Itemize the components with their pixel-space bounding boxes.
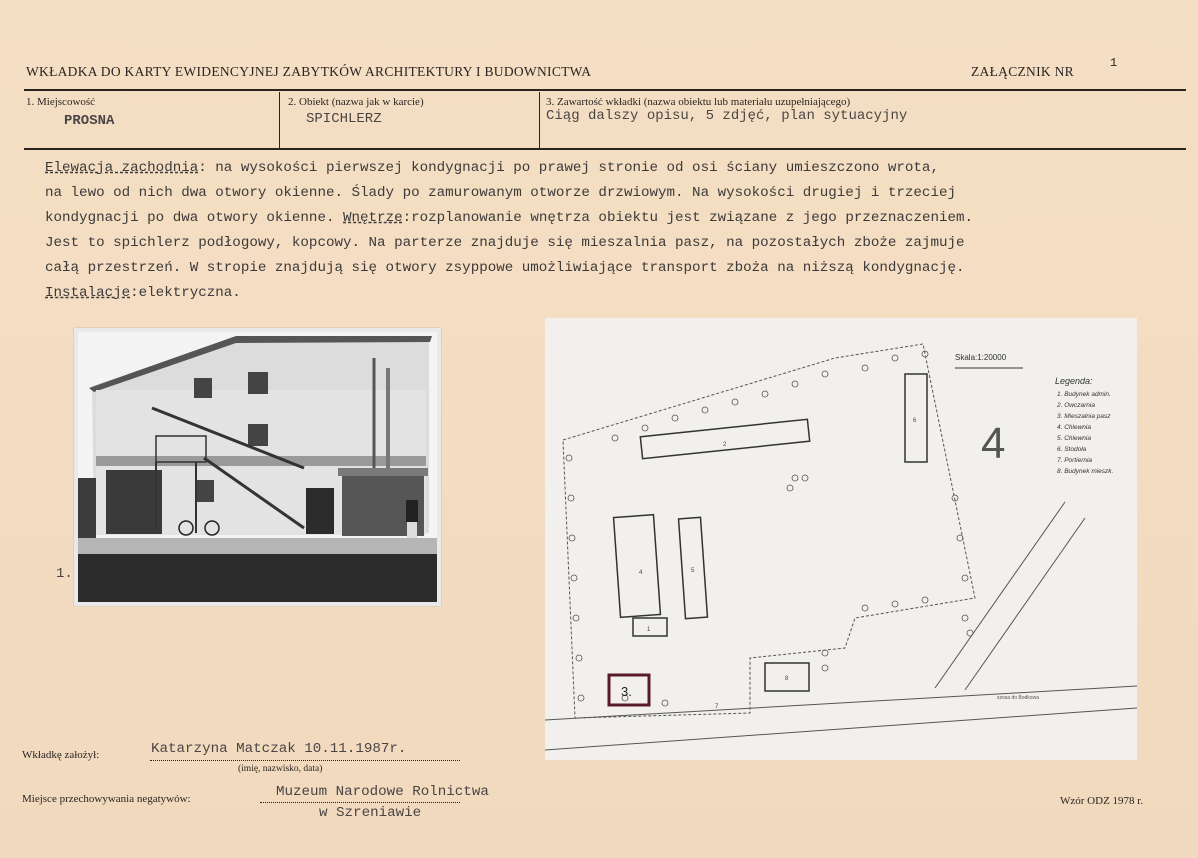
svg-text:Legenda:: Legenda: bbox=[1055, 376, 1093, 386]
card-title: WKŁADKA DO KARTY EWIDENCYJNEJ ZABYTKÓW ARCHITEKTURY I BUDOWNICTWA bbox=[26, 64, 592, 79]
svg-text:2. Owczarnia: 2. Owczarnia bbox=[1057, 402, 1095, 409]
negatives-value-1: Muzeum Narodowe Rolnictwa bbox=[276, 784, 489, 800]
desc-line-6: Instalacje:elektryczna. bbox=[45, 285, 241, 301]
building-4-chlewnia bbox=[614, 515, 661, 618]
svg-text:4: 4 bbox=[639, 570, 643, 576]
content-label: 3. Zawartość wkładki (nazwa obiektu lub materiału uzupełniającego) bbox=[546, 96, 851, 108]
annex-number: 1 bbox=[1110, 56, 1118, 70]
plan-scale: Skala:1:20000 bbox=[955, 353, 1007, 362]
svg-text:7: 7 bbox=[715, 704, 719, 710]
form-code: Wzór ODZ 1978 r. bbox=[1060, 795, 1144, 807]
description-text bbox=[45, 156, 1185, 306]
site-plan-drawing bbox=[545, 318, 1137, 760]
negatives-value-2: w Szreniawie bbox=[319, 805, 422, 821]
north-arrow-icon: 4 bbox=[981, 419, 1006, 468]
annex-label: ZAŁĄCZNIK NR bbox=[971, 64, 1074, 79]
granary-photo-image bbox=[74, 328, 441, 606]
heading-installations: Instalacje bbox=[45, 285, 131, 301]
photo-number: 1. bbox=[56, 566, 73, 582]
svg-text:1. Budynek admin.: 1. Budynek admin. bbox=[1057, 391, 1111, 398]
svg-text:6. Stodoła: 6. Stodoła bbox=[1057, 446, 1087, 453]
desc-line-2: na lewo od nich dwa otwory okienne. Ślady po zamurowanym otworze drzwiowym. Na wysokości drugiej i trzeciej bbox=[45, 185, 956, 201]
author-hint: (imię, nazwisko, data) bbox=[238, 764, 323, 774]
svg-text:3. Mieszalnia pasz: 3. Mieszalnia pasz bbox=[1057, 413, 1111, 420]
svg-text:7. Portiernia: 7. Portiernia bbox=[1057, 457, 1093, 464]
desc-line-5: całą przestrzeń. W stropie znajdują się otwory zsyppowe umożliwiające transport zboża na niższą kondygnację. bbox=[45, 260, 965, 276]
negatives-label: Miejsce przechowywania negatywów: bbox=[22, 793, 191, 805]
object-value: SPICHLERZ bbox=[306, 111, 382, 127]
locality-label: 1. Miejscowość bbox=[26, 96, 96, 108]
object-label: 2. Obiekt (nazwa jak w karcie) bbox=[288, 96, 424, 108]
fields-rule bbox=[24, 148, 1186, 150]
desc-line-3: kondygnacji po dwa otwory okienne. Wnętrze:rozplanowanie wnętrza obiektu jest związane z jego przeznaczeniem. bbox=[45, 210, 974, 226]
svg-text:8: 8 bbox=[785, 676, 789, 682]
negatives-dotted-line bbox=[260, 802, 460, 803]
building-3-label: 3. bbox=[621, 684, 632, 699]
svg-text:5: 5 bbox=[691, 568, 695, 574]
field-divider-1 bbox=[279, 92, 280, 148]
heading-west-elevation: Elewacja zachodnia bbox=[45, 160, 199, 176]
svg-text:1: 1 bbox=[647, 627, 651, 633]
desc-line-1: Elewacja zachodnia: na wysokości pierwszej kondygnacji po prawej stronie od osi ściany umieszczono wrota, bbox=[45, 160, 939, 176]
field-divider-2 bbox=[539, 92, 540, 148]
heading-interior: Wnętrze bbox=[343, 210, 403, 226]
svg-text:5. Chlewnia: 5. Chlewnia bbox=[1057, 435, 1091, 442]
building-2-owczarnia bbox=[640, 419, 809, 458]
svg-text:6: 6 bbox=[913, 418, 917, 424]
plan-legend bbox=[1055, 376, 1114, 475]
author-value: Katarzyna Matczak 10.11.1987r. bbox=[151, 741, 407, 757]
desc-line-4: Jest to spichlerz podłogowy, kopcowy. Na parterze znajduje się mieszalnia pasz, na pozostałych zboże zajmuje bbox=[45, 235, 965, 251]
author-label: Wkładkę założył: bbox=[22, 749, 100, 761]
author-dotted-line bbox=[150, 760, 460, 761]
content-value: Ciąg dalszy opisu, 5 zdjęć, plan sytuacyjny bbox=[546, 108, 908, 124]
granary-photo bbox=[74, 328, 441, 606]
locality-value: PROSNA bbox=[64, 113, 115, 129]
svg-text:4. Chlewnia: 4. Chlewnia bbox=[1057, 424, 1091, 431]
road-label: szosa do Bodkowa bbox=[997, 695, 1039, 701]
site-plan bbox=[545, 318, 1137, 760]
svg-text:8. Budynek mieszk.: 8. Budynek mieszk. bbox=[1057, 468, 1114, 475]
svg-text:2: 2 bbox=[723, 442, 727, 448]
header-rule bbox=[24, 89, 1186, 91]
